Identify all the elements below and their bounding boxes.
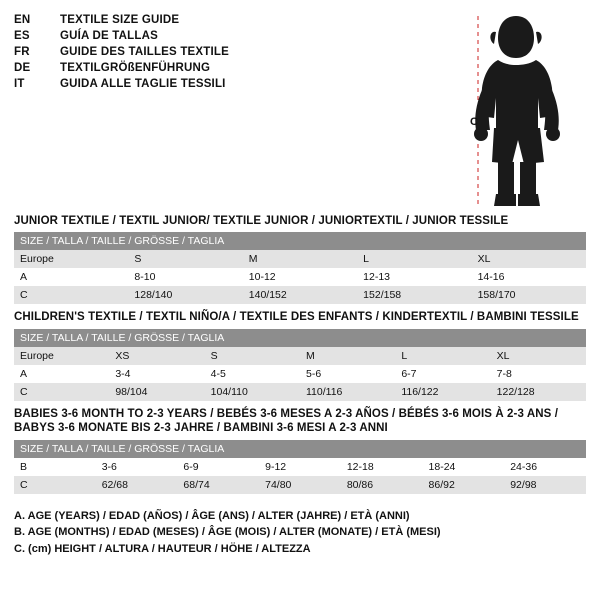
- row-label: C: [14, 476, 96, 494]
- section-childrens-textile: [14, 310, 586, 400]
- table-cell: 18-24: [423, 458, 505, 476]
- language-title: GUÍA DE TALLAS: [60, 30, 158, 42]
- table-cell: 68/74: [177, 476, 259, 494]
- table-cell: 12-13: [357, 268, 471, 286]
- table-cell: 116/122: [395, 383, 490, 401]
- language-title: GUIDA ALLE TAGLIE TESSILI: [60, 78, 226, 90]
- table-cell: 140/152: [243, 286, 357, 304]
- language-row: [14, 76, 229, 92]
- table-cell: 152/158: [357, 286, 471, 304]
- footnote-a: A. AGE (YEARS) / EDAD (AÑOS) / ÂGE (ANS) / ALTER (JAHRE) / ETÀ (ANNI): [14, 509, 410, 522]
- table-cell: 80/86: [341, 476, 423, 494]
- size-table-children: [14, 329, 586, 401]
- language-row: [14, 60, 229, 76]
- table-cell: 4-5: [205, 365, 300, 383]
- language-code: ES: [14, 30, 30, 42]
- row-label: Europe: [14, 347, 109, 365]
- table-row: [14, 365, 586, 383]
- table-band-label: SIZE / TALLA / TAILLE / GRÖSSE / TAGLIA: [14, 329, 586, 347]
- language-title-list: [14, 12, 229, 92]
- row-label: Europe: [14, 250, 128, 268]
- table-cell: 5-6: [300, 365, 395, 383]
- footnote-b: B. AGE (MONTHS) / EDAD (MESES) / ÂGE (MOIS) / ALTER (MONATE) / ETÀ (MESI): [14, 526, 441, 538]
- table-cell: 104/110: [205, 383, 300, 401]
- table-row: [14, 476, 586, 494]
- table-cell: 12-18: [341, 458, 423, 476]
- language-row: [14, 28, 229, 44]
- table-band-row: [14, 329, 586, 347]
- row-label: C: [14, 383, 109, 401]
- table-cell: 7-8: [491, 365, 586, 383]
- table-cell: 86/92: [423, 476, 505, 494]
- table-cell: XL: [472, 250, 586, 268]
- table-cell: S: [128, 250, 242, 268]
- row-label: B: [14, 458, 96, 476]
- table-row: [14, 286, 586, 304]
- table-cell: 3-6: [96, 458, 178, 476]
- footnotes: [14, 508, 586, 558]
- header: [14, 12, 586, 208]
- size-table-junior: [14, 232, 586, 304]
- language-code: IT: [14, 78, 25, 90]
- table-cell: 74/80: [259, 476, 341, 494]
- table-band-row: [14, 440, 586, 458]
- table-cell: 3-4: [109, 365, 204, 383]
- table-cell: XS: [109, 347, 204, 365]
- table-cell: L: [395, 347, 490, 365]
- table-cell: 9-12: [259, 458, 341, 476]
- footnote-c: C. (cm) HEIGHT / ALTURA / HAUTEUR / HÖHE / ALTEZZA: [14, 542, 311, 555]
- table-cell: M: [300, 347, 395, 365]
- table-row: [14, 250, 586, 268]
- language-title: GUIDE DES TAILLES TEXTILE: [60, 46, 229, 58]
- language-row: [14, 12, 229, 28]
- language-code: DE: [14, 62, 31, 74]
- table-cell: 6-7: [395, 365, 490, 383]
- child-silhouette-figure: [454, 12, 600, 212]
- language-code: FR: [14, 46, 30, 58]
- table-row: [14, 347, 586, 365]
- table-band-label: SIZE / TALLA / TAILLE / GRÖSSE / TAGLIA: [14, 440, 586, 458]
- section-babies-textile: [14, 407, 586, 494]
- table-band-label: SIZE / TALLA / TAILLE / GRÖSSE / TAGLIA: [14, 232, 586, 250]
- table-cell: M: [243, 250, 357, 268]
- table-cell: L: [357, 250, 471, 268]
- row-label: A: [14, 268, 128, 286]
- table-cell: 8-10: [128, 268, 242, 286]
- figure-measure-label: C: [470, 116, 478, 128]
- table-cell: XL: [491, 347, 586, 365]
- table-cell: 14-16: [472, 268, 586, 286]
- table-cell: 122/128: [491, 383, 586, 401]
- table-band-row: [14, 232, 586, 250]
- section-title: CHILDREN'S TEXTILE / TEXTIL NIÑO/A / TEXTILE DES ENFANTS / KINDERTEXTIL / BAMBINI TESSILE: [14, 311, 579, 324]
- language-title: TEXTILE SIZE GUIDE: [60, 14, 180, 26]
- table-cell: 128/140: [128, 286, 242, 304]
- table-row: [14, 268, 586, 286]
- section-title: BABIES 3-6 MONTH TO 2-3 YEARS / BEBÉS 3-6 MESES A 2-3 AÑOS / BÉBÉS 3-6 MOIS À 2-3 ANS / BABYS 3-6 MONATE BIS 2-3 JAHRE / BAMBINI 3-6 MESI A 2-3 ANNI: [14, 407, 558, 435]
- table-cell: 62/68: [96, 476, 178, 494]
- section-junior-textile: [14, 214, 586, 304]
- table-row: [14, 458, 586, 476]
- table-cell: 92/98: [504, 476, 586, 494]
- language-code: EN: [14, 14, 31, 26]
- table-row: [14, 383, 586, 401]
- child-silhouette-icon: [454, 12, 600, 212]
- language-title: TEXTILGRÖßENFÜHRUNG: [60, 62, 211, 74]
- table-cell: 10-12: [243, 268, 357, 286]
- language-row: [14, 44, 229, 60]
- table-cell: 110/116: [300, 383, 395, 401]
- size-table-babies: [14, 440, 586, 494]
- row-label: A: [14, 365, 109, 383]
- table-cell: 6-9: [177, 458, 259, 476]
- table-cell: S: [205, 347, 300, 365]
- row-label: C: [14, 286, 128, 304]
- table-cell: 24-36: [504, 458, 586, 476]
- section-title: JUNIOR TEXTILE / TEXTIL JUNIOR/ TEXTILE JUNIOR / JUNIORTEXTIL / JUNIOR TESSILE: [14, 215, 509, 227]
- table-cell: 98/104: [109, 383, 204, 401]
- table-cell: 158/170: [472, 286, 586, 304]
